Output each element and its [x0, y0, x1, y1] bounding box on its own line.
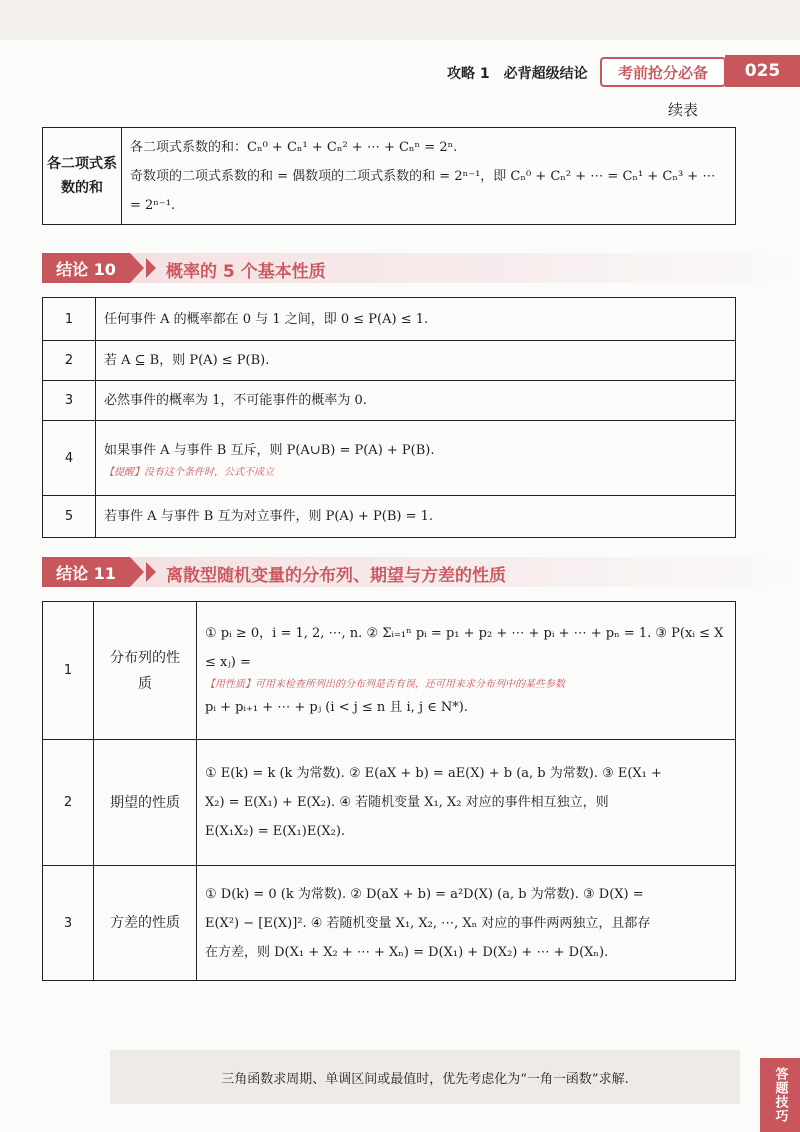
page-number: 025 [725, 55, 800, 87]
section-11-tag: 结论 11 [42, 557, 130, 587]
row-line-1: ① pᵢ ≥ 0，i = 1, 2, ⋯, n. ② Σᵢ₌₁ⁿ pᵢ = p₁ + p₂ + ⋯ + pᵢ + ⋯ + pₙ = 1. ③ P(xᵢ ≤ X ≤ xⱼ) = [205, 626, 724, 670]
section-11-header [42, 557, 800, 587]
row-number: 1 [43, 298, 96, 341]
row-line-1: ① E(k) = k (k 为常数). ② E(aX + b) = aE(X) + b (a, b 为常数). ③ E(X₁ + [205, 766, 662, 781]
continued-label: 续表 [668, 101, 699, 119]
table-row [43, 496, 736, 538]
row-number: 3 [43, 381, 96, 421]
row-line-2: X₂) = E(X₁) + E(X₂). ④ 若随机变量 X₁, X₂ 对应的事件相互独立，则 [205, 795, 609, 810]
table-row [43, 866, 736, 981]
row-number: 2 [43, 341, 96, 381]
row-label: 方差的性质 [94, 866, 197, 981]
row-number: 1 [43, 602, 94, 740]
row-line-3: E(X₁X₂) = E(X₁)E(X₂). [205, 824, 346, 839]
table-row [43, 341, 736, 381]
row-content [197, 866, 736, 981]
binomial-label: 各二项式系数的和 [47, 156, 117, 196]
row-number: 4 [43, 421, 96, 496]
section-11-title: 离散型随机变量的分布列、期望与方差的性质 [166, 566, 506, 586]
table-row [43, 298, 736, 341]
row-label: 期望的性质 [94, 740, 197, 866]
row-number: 5 [43, 496, 96, 538]
binomial-content-cell [122, 128, 736, 225]
row-content [96, 421, 736, 496]
row-content [197, 740, 736, 866]
section-10-title: 概率的 5 个基本性质 [166, 262, 326, 282]
footer-tip [110, 1050, 740, 1104]
arrow-icon [146, 258, 156, 278]
binomial-line-2: 奇数项的二项式系数的和 = 偶数项的二项式系数的和 = 2ⁿ⁻¹，即 Cₙ⁰ + Cₙ² + ⋯ = Cₙ¹ + Cₙ³ + ⋯ = 2ⁿ⁻¹. [130, 168, 716, 213]
row-number: 3 [43, 866, 94, 981]
row-text: 若 A ⊆ B，则 P(A) ≤ P(B). [96, 341, 736, 381]
arrow-icon [130, 253, 144, 283]
row-number: 2 [43, 740, 94, 866]
row-line-3: 在方差，则 D(X₁ + X₂ + ⋯ + Xₙ) = D(X₁) + D(X₂) + ⋯ + D(Xₙ). [205, 944, 609, 960]
row-line-2: E(X²) − [E(X)]². ④ 若随机变量 X₁, X₂, ⋯, Xₙ 对应的事件两两独立，且都存 [205, 915, 651, 931]
section-10-header [42, 253, 800, 283]
row-text: 必然事件的概率为 1，不可能事件的概率为 0. [96, 381, 736, 421]
binomial-label-cell [43, 128, 122, 225]
header-tag: 考前抢分必备 [600, 57, 726, 87]
row-content [197, 602, 736, 740]
row-text: 任何事件 A 的概率都在 0 与 1 之间，即 0 ≤ P(A) ≤ 1. [96, 298, 736, 341]
random-variable-table [42, 601, 736, 981]
handwritten-note: 【用性质】可用来检查所列出的分布列是否有误，还可用来求分布列中的某些参数 [205, 679, 565, 690]
binomial-table [42, 127, 736, 225]
side-tab: 答题技巧 [760, 1058, 800, 1132]
arrow-icon [146, 562, 156, 582]
table-row [43, 381, 736, 421]
table-row [43, 740, 736, 866]
probability-table [42, 297, 736, 538]
row-text: 若事件 A 与事件 B 互为对立事件，则 P(A) + P(B) = 1. [96, 496, 736, 538]
footer-tip-text: 三角函数求周期、单调区间或最值时，优先考虑化为“一角一函数”求解. [221, 1071, 629, 1087]
top-margin-band [0, 0, 800, 40]
table-row [43, 421, 736, 496]
handwritten-note: 【提醒】没有这个条件时，公式不成立 [104, 466, 274, 478]
row-text: 如果事件 A 与事件 B 互斥，则 P(A∪B) = P(A) + P(B). [104, 442, 435, 458]
arrow-icon [130, 557, 144, 587]
row-line-1: ① D(k) = 0 (k 为常数). ② D(aX + b) = a²D(X) (a, b 为常数). ③ D(X) = [205, 886, 644, 902]
table-row [43, 602, 736, 740]
header-breadcrumb: 攻略 1 必背超级结论 [447, 66, 588, 82]
section-10-tag: 结论 10 [42, 253, 130, 283]
row-line-2: pᵢ + pᵢ₊₁ + ⋯ + pⱼ (i < j ≤ n 且 i, j ∈ N*). [205, 700, 468, 715]
binomial-line-1: 各二项式系数的和：Cₙ⁰ + Cₙ¹ + Cₙ² + ⋯ + Cₙⁿ = 2ⁿ. [130, 139, 458, 155]
row-label: 分布列的性质 [94, 602, 197, 740]
